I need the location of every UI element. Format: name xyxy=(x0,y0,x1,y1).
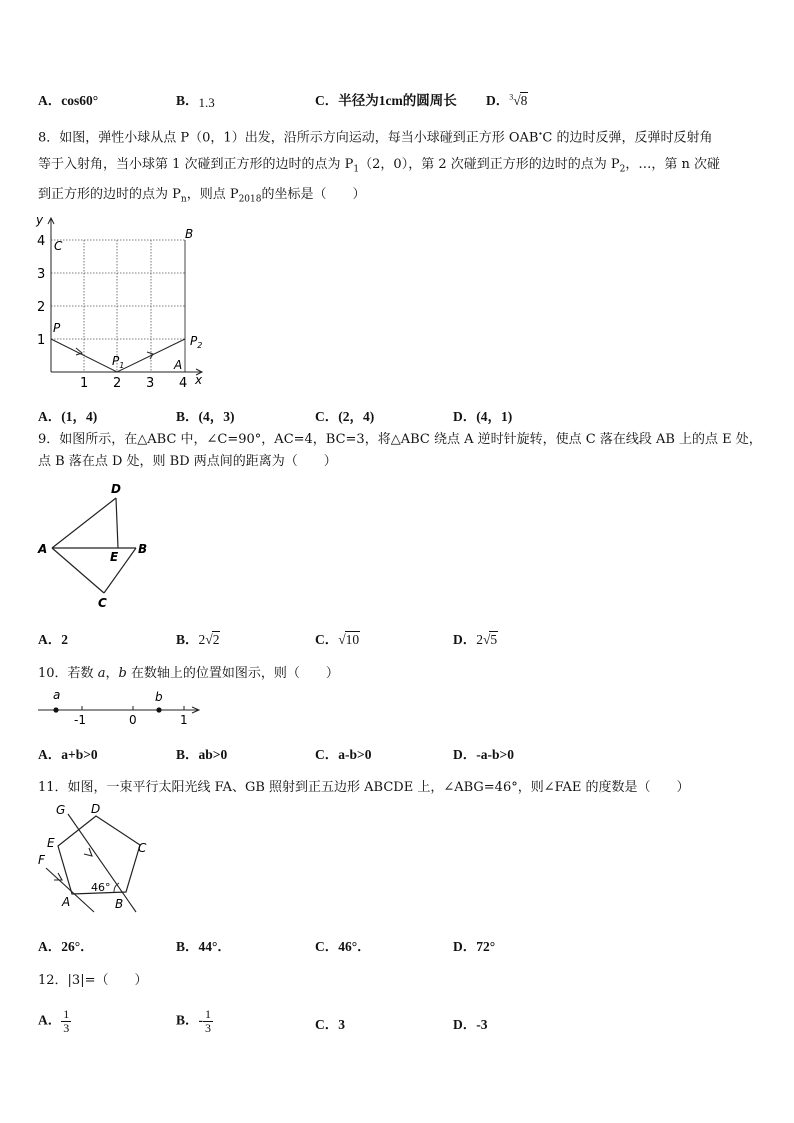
q8-line-3 xyxy=(38,182,366,213)
q11-point-a: A xyxy=(62,895,71,909)
q10-option-a: A．a+b>0 xyxy=(38,747,98,762)
q12-stem: 12．|3|=（ ） xyxy=(38,973,148,988)
q11-point-f: F xyxy=(38,853,45,867)
q7-option-b-label: B． xyxy=(176,93,199,108)
q7-option-d-value: 8 xyxy=(520,93,528,108)
q8-option-d: D．(4，1) xyxy=(453,409,513,424)
q9-option-d xyxy=(453,628,498,648)
q8-point-p: P xyxy=(53,321,61,335)
q12-option-a-num: 1 xyxy=(63,1007,70,1021)
q8-sub-2018: 2018 xyxy=(238,194,262,205)
q9-option-b-coef: 2 xyxy=(198,632,206,647)
q8-option-a: A．(1，4) xyxy=(38,409,98,424)
q9-option-a: A．2 xyxy=(38,632,68,647)
q8-point-b: B xyxy=(185,227,194,241)
q10-label-a: a xyxy=(53,688,61,702)
q9-point-c: C xyxy=(98,596,107,610)
q8-prime-mark: ∙ xyxy=(538,129,543,138)
q8-option-b: B．(4，3) xyxy=(176,409,235,424)
q10-tick-neg1: -1 xyxy=(74,713,86,727)
q11-option-c: C．46°． xyxy=(315,939,371,954)
q8-point-p2: $P_2$ xyxy=(190,334,203,350)
q9-option-b-label: B． xyxy=(176,632,199,647)
q12-option-b xyxy=(176,1008,213,1035)
q9-option-b xyxy=(176,628,220,648)
q10-stem xyxy=(38,661,339,687)
q7-option-d xyxy=(486,89,528,109)
q11-point-c: C xyxy=(138,841,147,855)
q11-option-b: B．44°． xyxy=(176,939,231,954)
q8-figure xyxy=(30,212,220,392)
q11-point-b: B xyxy=(115,897,124,911)
q11-figure xyxy=(34,800,160,918)
q8-line-2a: 等于入射角，当小球第 1 次碰到正方形的边时的点为 P xyxy=(38,157,354,172)
q8-line-2b: （2，0），第 2 次碰到正方形的边时的点为 P xyxy=(359,157,620,172)
q9-option-b-radical: √ xyxy=(205,632,213,647)
q8-ytick-4: 4 xyxy=(37,234,46,249)
q10-tick-1: 1 xyxy=(180,713,188,727)
q8-line-3b: ，则点 P xyxy=(186,187,239,202)
q8-line-2c: ，…，第 n 次碰 xyxy=(625,157,720,172)
q11-option-d: D．72° xyxy=(453,939,496,954)
q8-ytick-2: 2 xyxy=(37,300,46,315)
q9-option-d-radical: √ xyxy=(483,632,491,647)
q10-number-line xyxy=(34,686,206,728)
q8-line-3c: 的坐标是（ ） xyxy=(261,187,366,202)
q10-label-b: b xyxy=(155,690,163,704)
q7-option-c: C．半径为1cm的圆周长 xyxy=(315,93,457,108)
q8-xtick-4: 4 xyxy=(179,376,188,391)
q9-option-c-radicand: 10 xyxy=(345,632,360,647)
q7-option-b-value: 1.3 xyxy=(198,95,215,110)
q12-option-a-den: 3 xyxy=(63,1021,70,1035)
q7-option-d-label: D． xyxy=(486,93,510,108)
q8-xtick-1: 1 xyxy=(80,376,89,391)
q9-point-b: B xyxy=(138,542,148,556)
q9-option-d-coef: 2 xyxy=(476,632,483,647)
q9-option-b-radicand: 2 xyxy=(212,632,220,647)
q10-comma: ， xyxy=(105,666,119,681)
q9-point-a: A xyxy=(38,542,48,556)
q8-point-a: A xyxy=(174,358,183,372)
q8-line-1a: 8．如图，弹性小球从点 P（0，1）出发，沿所示方向运动，每当小球碰到正方形 OAB xyxy=(38,130,539,146)
q12-option-a xyxy=(38,1008,71,1035)
q9-option-d-label: D． xyxy=(453,632,477,647)
q8-option-c: C．(2，4) xyxy=(315,409,375,424)
q9-option-c xyxy=(315,628,360,648)
q9-option-c-label: C． xyxy=(315,632,339,647)
q10-tick-0: 0 xyxy=(129,713,137,727)
q8-line-2 xyxy=(38,152,720,183)
q10-option-b: B．ab>0 xyxy=(176,747,228,762)
q9-line-1: 9．如图所示，在△ABC 中，∠C=90°，AC=4，BC=3，将△ABC 绕点 A 逆时针旋转，使点 C 落在线段 AB 上的点 E 处， xyxy=(38,432,762,447)
q8-sub-1: 1 xyxy=(353,164,360,175)
q10-var-a: a xyxy=(97,666,106,681)
q8-ytick-1: 1 xyxy=(37,333,46,348)
q11-point-e: E xyxy=(47,836,55,850)
q7-option-d-radical: √ xyxy=(513,93,521,108)
q9-point-d: D xyxy=(111,482,121,496)
q12-option-d: D．-3 xyxy=(453,1017,488,1032)
q11-point-g: G xyxy=(56,803,66,817)
q10-option-d: D．-a-b>0 xyxy=(453,747,514,762)
q9-point-e: E xyxy=(110,550,119,564)
q9-line-2: 点 B 落在点 D 处，则 BD 两点间的距离为（ ） xyxy=(38,454,337,469)
q12-option-a-label: A． xyxy=(38,1012,62,1028)
q12-option-b-fraction xyxy=(203,1008,213,1035)
q12-option-c: C．3 xyxy=(315,1017,345,1032)
q12-option-a-fraction xyxy=(61,1008,71,1035)
q8-line-1 xyxy=(38,121,712,151)
q8-ytick-3: 3 xyxy=(37,267,46,282)
q9-option-c-radical: √ xyxy=(338,632,346,647)
q10-var-b: b xyxy=(118,666,127,681)
q8-y-label: y xyxy=(36,213,44,227)
q12-option-b-den: 3 xyxy=(205,1021,211,1035)
q9-option-d-radicand: 5 xyxy=(490,632,498,647)
q7-option-a: A．cos60° xyxy=(38,93,99,108)
q11-option-a: A．26°． xyxy=(38,939,94,954)
q8-point-p1: $P_1$ xyxy=(112,354,125,370)
q8-line-3a: 到正方形的边时的点为 P xyxy=(38,187,181,202)
q9-figure xyxy=(34,478,164,613)
q8-sub-n: n xyxy=(180,194,187,205)
q10-stem-a: 10．若数 xyxy=(38,666,98,681)
q8-line-1b: C 的边时反弹，反弹时反射角 xyxy=(542,130,713,146)
q11-angle-label: 46° xyxy=(91,881,111,894)
q12-option-b-label: B．- xyxy=(176,1012,203,1028)
q8-x-label: x xyxy=(195,373,203,387)
q12-option-b-num: 1 xyxy=(205,1007,211,1021)
q8-point-c: C xyxy=(54,239,63,253)
q11-stem: 11．如图，一束平行太阳光线 FA、GB 照射到正五边形 ABCDE 上，∠ABG=46°，则∠FAE 的度数是（ ） xyxy=(38,780,690,795)
q10-option-c: C．a-b>0 xyxy=(315,747,372,762)
q11-point-d: D xyxy=(91,802,101,816)
q10-stem-b: 在数轴上的位置如图示，则（ ） xyxy=(126,666,339,681)
q8-xtick-3: 3 xyxy=(146,376,155,391)
q8-sub-2: 2 xyxy=(619,164,626,175)
q7-option-d-index: 3 xyxy=(509,92,514,102)
q8-xtick-2: 2 xyxy=(113,376,122,391)
q7-option-b xyxy=(176,89,215,109)
